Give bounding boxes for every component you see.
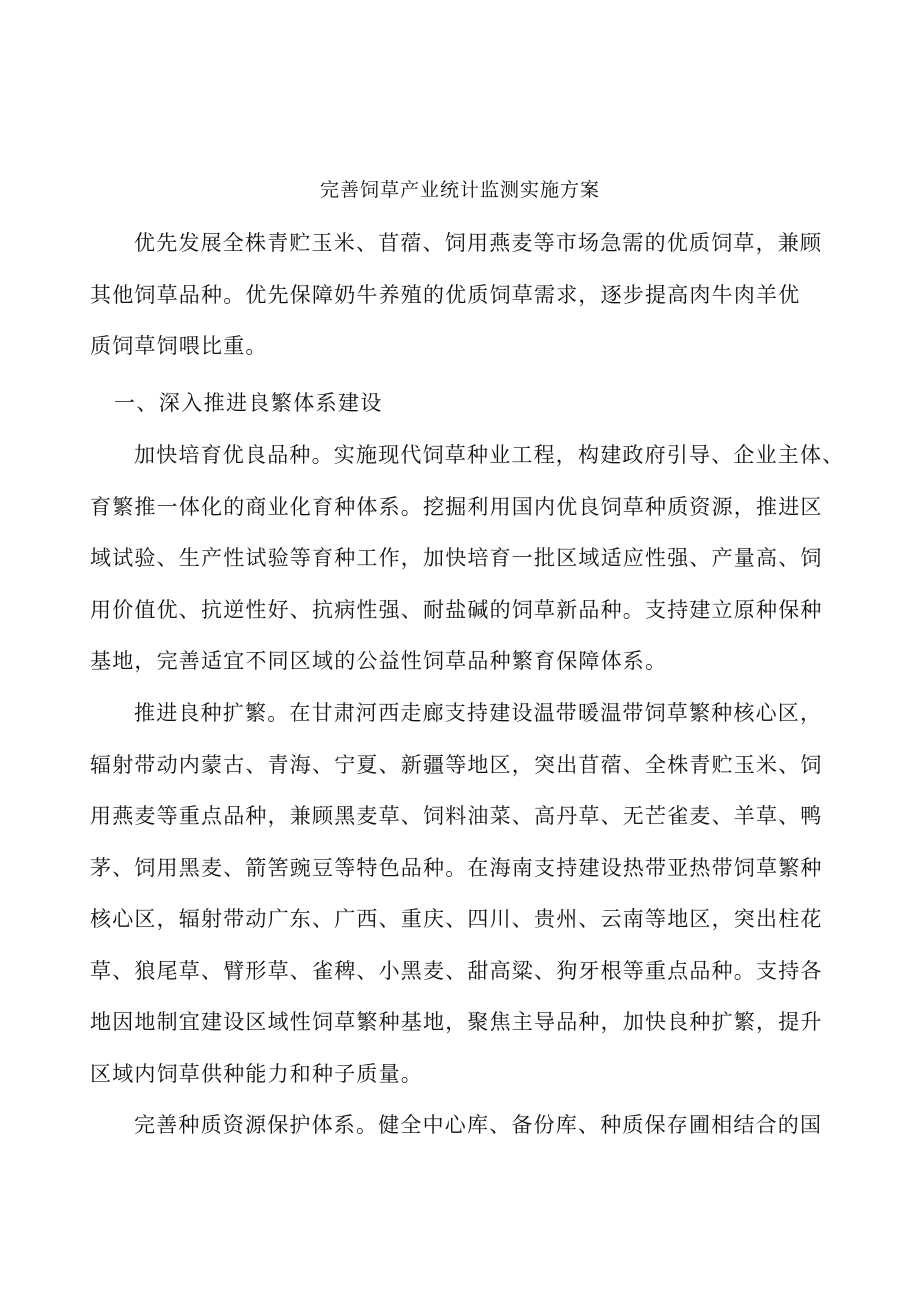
text-line: 茅、饲用黑麦、箭筈豌豆等特色品种。在海南支持建设热带亚热带饲草繁种: [90, 855, 823, 880]
paragraph-breeding: [90, 430, 845, 688]
text-line: 基地，完善适宜不同区域的公益性饲草品种繁育保障体系。: [90, 649, 668, 673]
text-line: 加快培育优良品种。实施现代饲草种业工程，构建政府引导、企业主体、: [134, 443, 845, 467]
paragraph-seed-propagation: [90, 688, 842, 1100]
text-line: 辐射带动内蒙古、青海、宁夏、新疆等地区，突出苜蓿、全株青贮玉米、饲: [90, 752, 823, 777]
text-line: 域试验、生产性试验等育种工作，加快培育一批区域适应性强、产量高、饲: [90, 546, 823, 570]
text-line: 推进良种扩繁。在甘肃河西走廊支持建设温带暖温带饲草繁种核心区，: [134, 701, 823, 725]
paragraph-germplasm: [90, 1100, 842, 1152]
text-line: 地因地制宜建设区域性饲草繁种基地，聚焦主导品种，加快良种扩繁，提升: [90, 1010, 823, 1034]
text-line: 完善种质资源保护体系。健全中心库、备份库、种质保存圃相结合的国: [134, 1113, 823, 1137]
section-heading: [90, 378, 842, 430]
text-line: 用价值优、抗逆性好、抗病性强、耐盐碱的饲草新品种。支持建立原种保种: [90, 597, 823, 622]
paragraph-intro: [90, 218, 842, 373]
text-line: 质饲草饲喂比重。: [90, 334, 268, 358]
text-line: 草、狼尾草、臂形草、雀稗、小黑麦、甜高粱、狗牙根等重点品种。支持各: [90, 958, 823, 983]
section-heading-text: 一、深入推进良繁体系建设: [114, 391, 383, 415]
text-line: 优先发展全株青贮玉米、苜蓿、饲用燕麦等市场急需的优质饲草，兼顾: [134, 231, 823, 255]
text-line: 区域内饲草供种能力和种子质量。: [90, 1061, 423, 1086]
text-line: 育繁推一体化的商业化育种体系。挖掘利用国内优良饲草种质资源，推进区: [90, 494, 823, 519]
text-line: 其他饲草品种。优先保障奶牛养殖的优质饲草需求，逐步提高肉牛肉羊优: [90, 282, 801, 307]
document-title: 完善饲草产业统计监测实施方案: [319, 179, 600, 201]
text-line: 用燕麦等重点品种，兼顾黑麦草、饲料油菜、高丹草、无芒雀麦、羊草、鸭: [90, 804, 823, 828]
text-line: 核心区，辐射带动广东、广西、重庆、四川、贵州、云南等地区，突出柱花: [90, 907, 823, 931]
